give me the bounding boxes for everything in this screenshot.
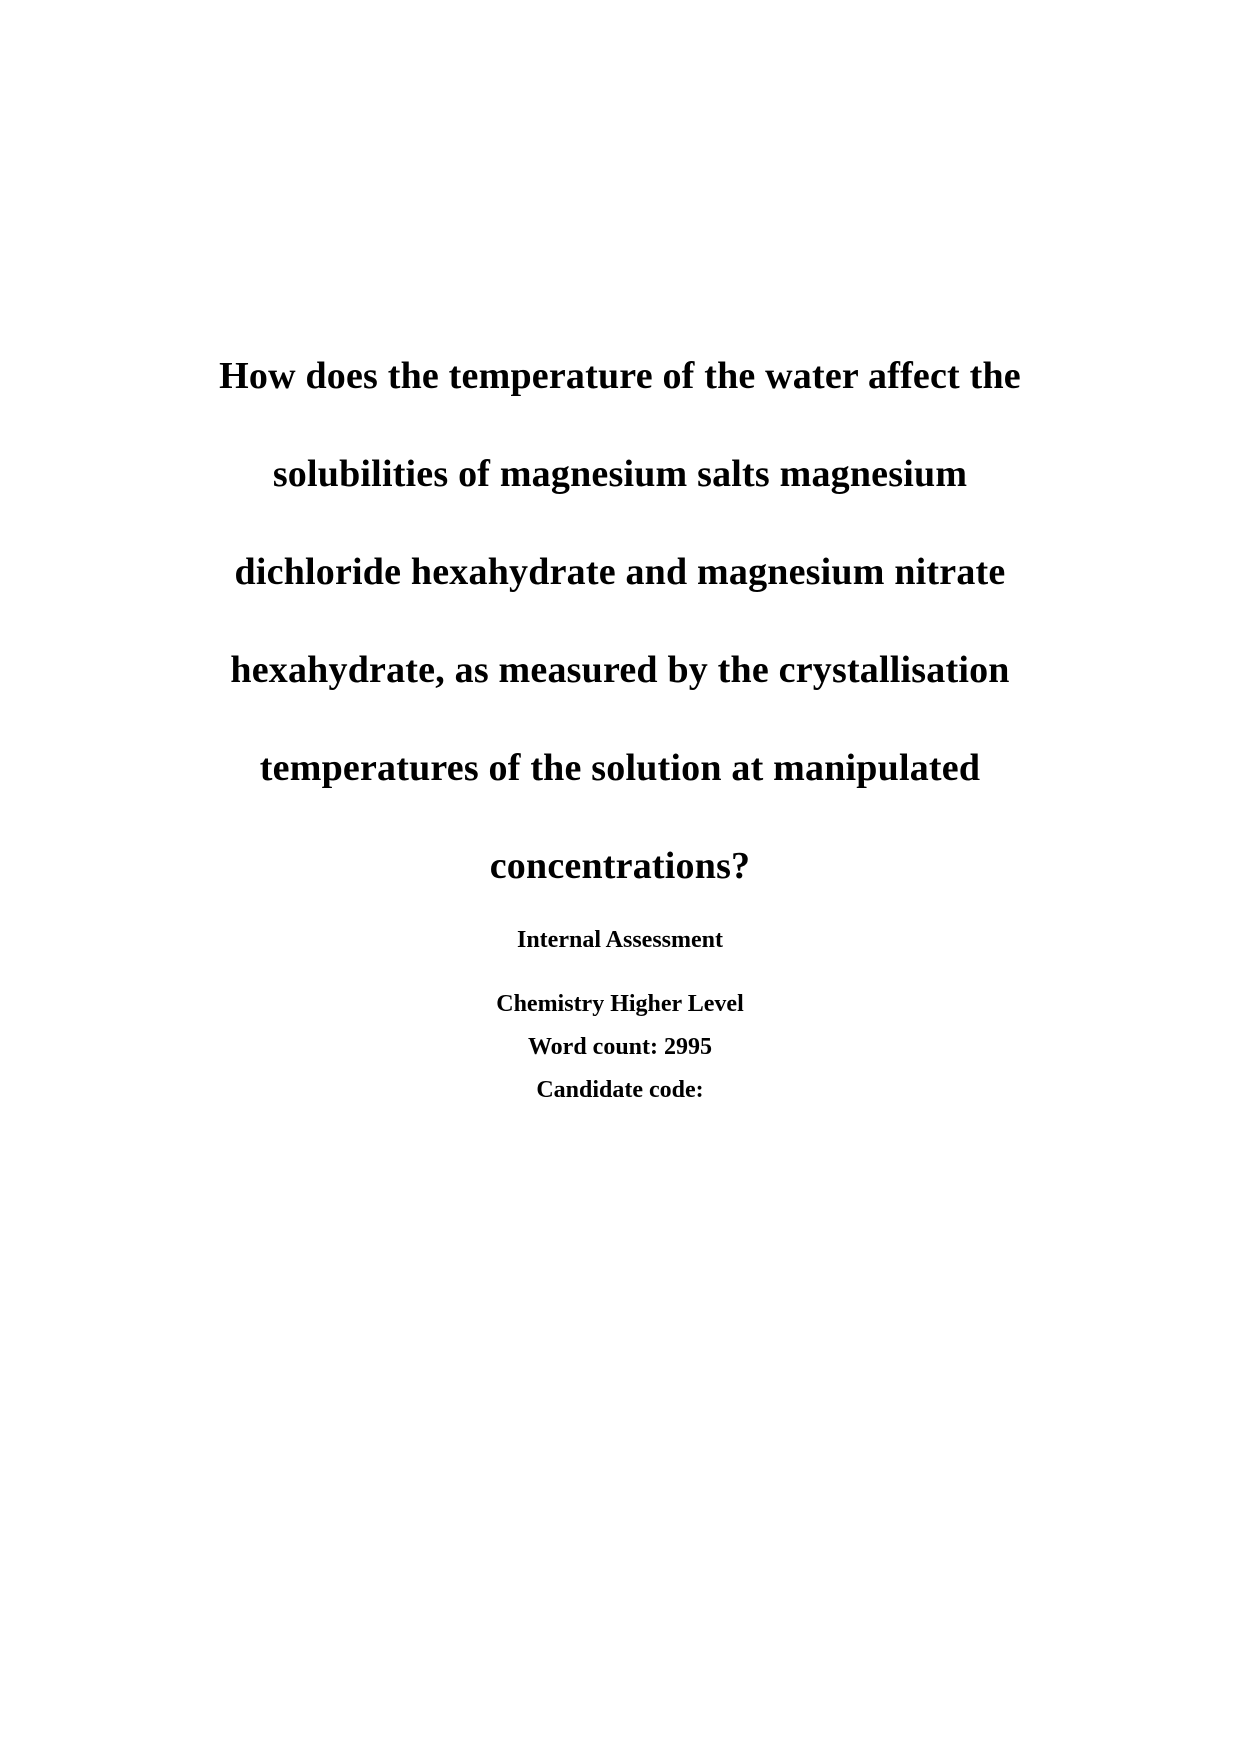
candidate-code-label: Candidate code: (536, 1077, 704, 1103)
assessment-info-block (0, 918, 1240, 1112)
title-line: dichloride hexahydrate and magnesium nitrate (234, 551, 1006, 593)
assessment-type-label: Internal Assessment (516, 927, 723, 953)
title-line: solubilities of magnesium salts magnesium (272, 453, 968, 495)
title-line: hexahydrate, as measured by the crystallisation (230, 649, 1010, 691)
research-question-title (0, 327, 1240, 915)
title-line: concentrations? (489, 845, 751, 887)
title-line: How does the temperature of the water affect the (219, 355, 1021, 397)
course-level-label: Chemistry Higher Level (496, 991, 744, 1017)
word-count-label: Word count: 2995 (527, 1034, 712, 1060)
title-line: temperatures of the solution at manipulated (259, 747, 981, 789)
